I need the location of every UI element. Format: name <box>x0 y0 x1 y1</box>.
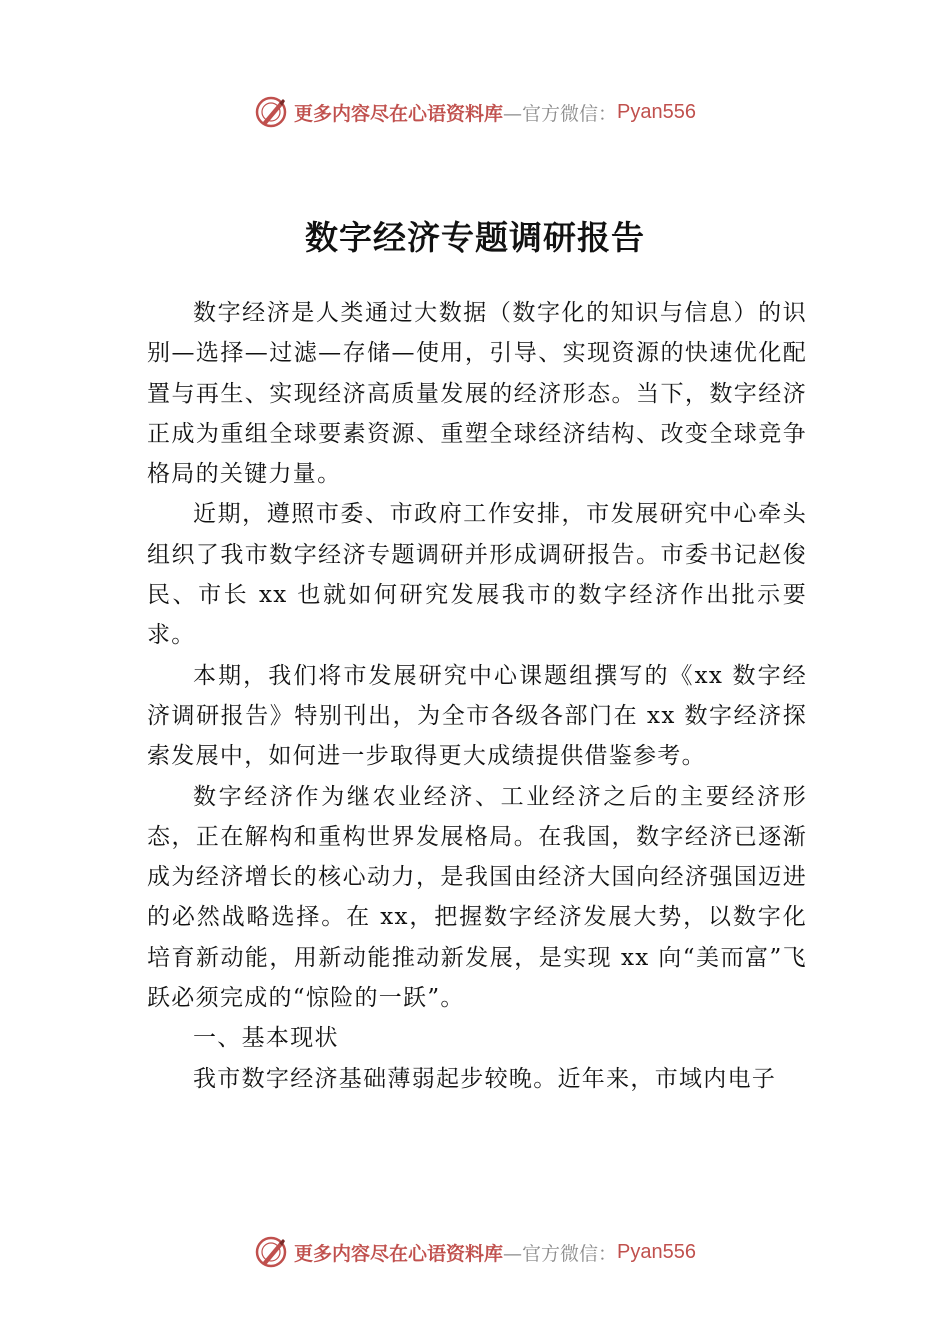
watermark-text-id: Pyan556 <box>617 100 696 123</box>
watermark-text-main: 更多内容尽在心语资料库 <box>294 1242 504 1265</box>
document-title: 数字经济专题调研报告 <box>305 218 645 257</box>
watermark-text-wechat: —官方微信： <box>503 1242 618 1265</box>
watermark-text-main: 更多内容尽在心语资料库 <box>294 102 504 125</box>
paragraph: 我市数字经济基础薄弱起步较晚。近年来，市域内电子 <box>193 1065 777 1092</box>
header-watermark <box>0 92 950 132</box>
footer-watermark <box>0 1232 950 1272</box>
document-body <box>147 293 807 1099</box>
watermark-text-wechat: —官方微信： <box>503 102 618 125</box>
pen-seal-icon <box>254 95 288 129</box>
paragraph: 数字经济是人类通过大数据（数字化的知识与信息）的识别—选择—过滤—存储—使用，引导、实现资源的快速优化配置与再生、实现经济高质量发展的经济形态。当下，数字经济正成为重组全球要素资源、重塑全球经济结构、改变全球竞争格局的关键力量。 <box>147 300 807 488</box>
paragraph: 数字经济作为继农业经济、工业经济之后的主要经济形态，正在解构和重构世界发展格局。在我国，数字经济已逐渐成为经济增长的核心动力，是我国由经济大国向经济强国迈进的必然战略选择。在 xx，把握数字经济发展大势，以数字化培育新动能，用新动能推动新发展，是实现 xx 向“美而富”飞跃必须完成的“惊险的一跃”。 <box>147 783 807 1012</box>
section-heading: 一、基本现状 <box>193 1025 339 1052</box>
paragraph: 本期，我们将市发展研究中心课题组撰写的《xx 数字经济调研报告》特别刊出，为全市各级各部门在 xx 数字经济探索发展中，如何进一步取得更大成绩提供借鉴参考。 <box>147 662 807 770</box>
watermark-text-id: Pyan556 <box>617 1240 696 1263</box>
paragraph: 近期，遵照市委、市政府工作安排，市发展研究中心牵头组织了我市数字经济专题调研并形成调研报告。市委书记赵俊民、市长 xx 也就如何研究发展我市的数字经济作出批示要求。 <box>147 501 807 649</box>
pen-seal-icon <box>254 1235 288 1269</box>
